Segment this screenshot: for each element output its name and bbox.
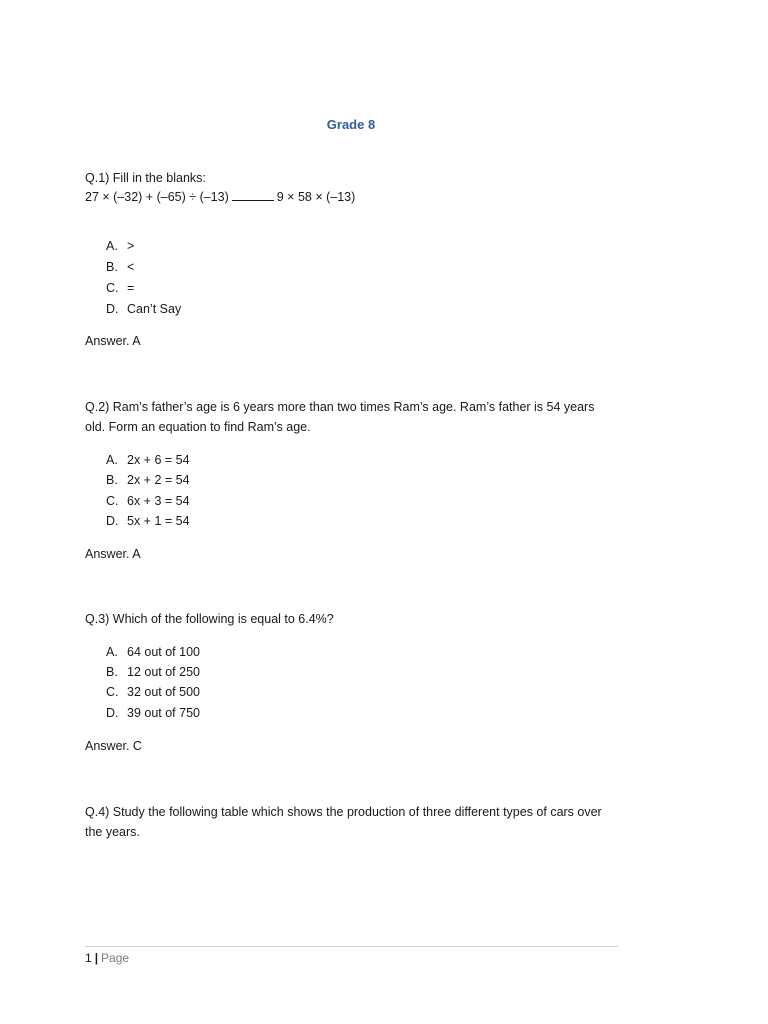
footer-separator: | xyxy=(94,951,99,965)
question-3-option-a xyxy=(106,643,200,662)
question-3-option-d xyxy=(106,704,200,723)
question-1-expression-left: 27 × (–32) + (–65) ÷ (–13) xyxy=(85,190,229,204)
question-1-option-c xyxy=(106,279,134,298)
option-letter: B. xyxy=(106,473,118,487)
option-letter: A. xyxy=(106,453,118,467)
question-2-option-d xyxy=(106,512,190,531)
option-text: 5x + 1 = 54 xyxy=(127,514,190,528)
option-text: 64 out of 100 xyxy=(127,645,200,659)
question-3-option-b xyxy=(106,663,200,682)
page-number: 1 xyxy=(85,951,92,965)
question-2-answer: Answer. A xyxy=(85,547,141,561)
option-text: < xyxy=(127,260,135,274)
page-label: Page xyxy=(101,951,130,965)
question-4-prompt: Q.4) Study the following table which shows the production of three different types of cars over the years. xyxy=(85,805,602,839)
option-letter: A. xyxy=(106,645,118,659)
option-text: 2x + 2 = 54 xyxy=(127,473,190,487)
question-2-option-a xyxy=(106,451,190,470)
option-letter: B. xyxy=(106,665,118,679)
option-text: 39 out of 750 xyxy=(127,706,200,720)
option-letter: C. xyxy=(106,281,119,295)
question-2-option-b xyxy=(106,471,190,490)
question-2-prompt: Q.2) Ram’s father’s age is 6 years more than two times Ram’s age. Ram’s father is 54 years old. Form an equation to find Ram’s age. xyxy=(85,400,595,434)
option-text: > xyxy=(127,239,135,253)
fill-in-blank xyxy=(232,189,274,201)
option-letter: D. xyxy=(106,302,119,316)
question-1-option-a xyxy=(106,237,134,256)
option-text: 12 out of 250 xyxy=(127,665,200,679)
question-1-option-b xyxy=(106,258,134,277)
option-letter: C. xyxy=(106,685,119,699)
question-3-option-c xyxy=(106,683,200,702)
question-1-expression xyxy=(85,188,355,207)
option-letter: D. xyxy=(106,514,119,528)
option-text: Can’t Say xyxy=(127,302,182,316)
option-text: 6x + 3 = 54 xyxy=(127,494,190,508)
option-letter: D. xyxy=(106,706,119,720)
page-footer xyxy=(85,950,129,966)
option-text: = xyxy=(127,281,135,295)
question-1-option-d xyxy=(106,300,181,319)
question-1-prompt: Q.1) Fill in the blanks: xyxy=(85,171,206,185)
question-1-expression-right: 9 × 58 × (–13) xyxy=(276,190,356,204)
page-title: Grade 8 xyxy=(326,117,376,132)
option-text: 2x + 6 = 54 xyxy=(127,453,190,467)
option-letter: A. xyxy=(106,239,118,253)
question-3-answer: Answer. C xyxy=(85,739,142,753)
footer-divider xyxy=(85,946,618,947)
option-letter: C. xyxy=(106,494,119,508)
option-letter: B. xyxy=(106,260,118,274)
option-text: 32 out of 500 xyxy=(127,685,200,699)
question-1-answer: Answer. A xyxy=(85,334,141,348)
question-3-prompt: Q.3) Which of the following is equal to 6.4%? xyxy=(85,612,334,626)
question-2-option-c xyxy=(106,492,190,511)
